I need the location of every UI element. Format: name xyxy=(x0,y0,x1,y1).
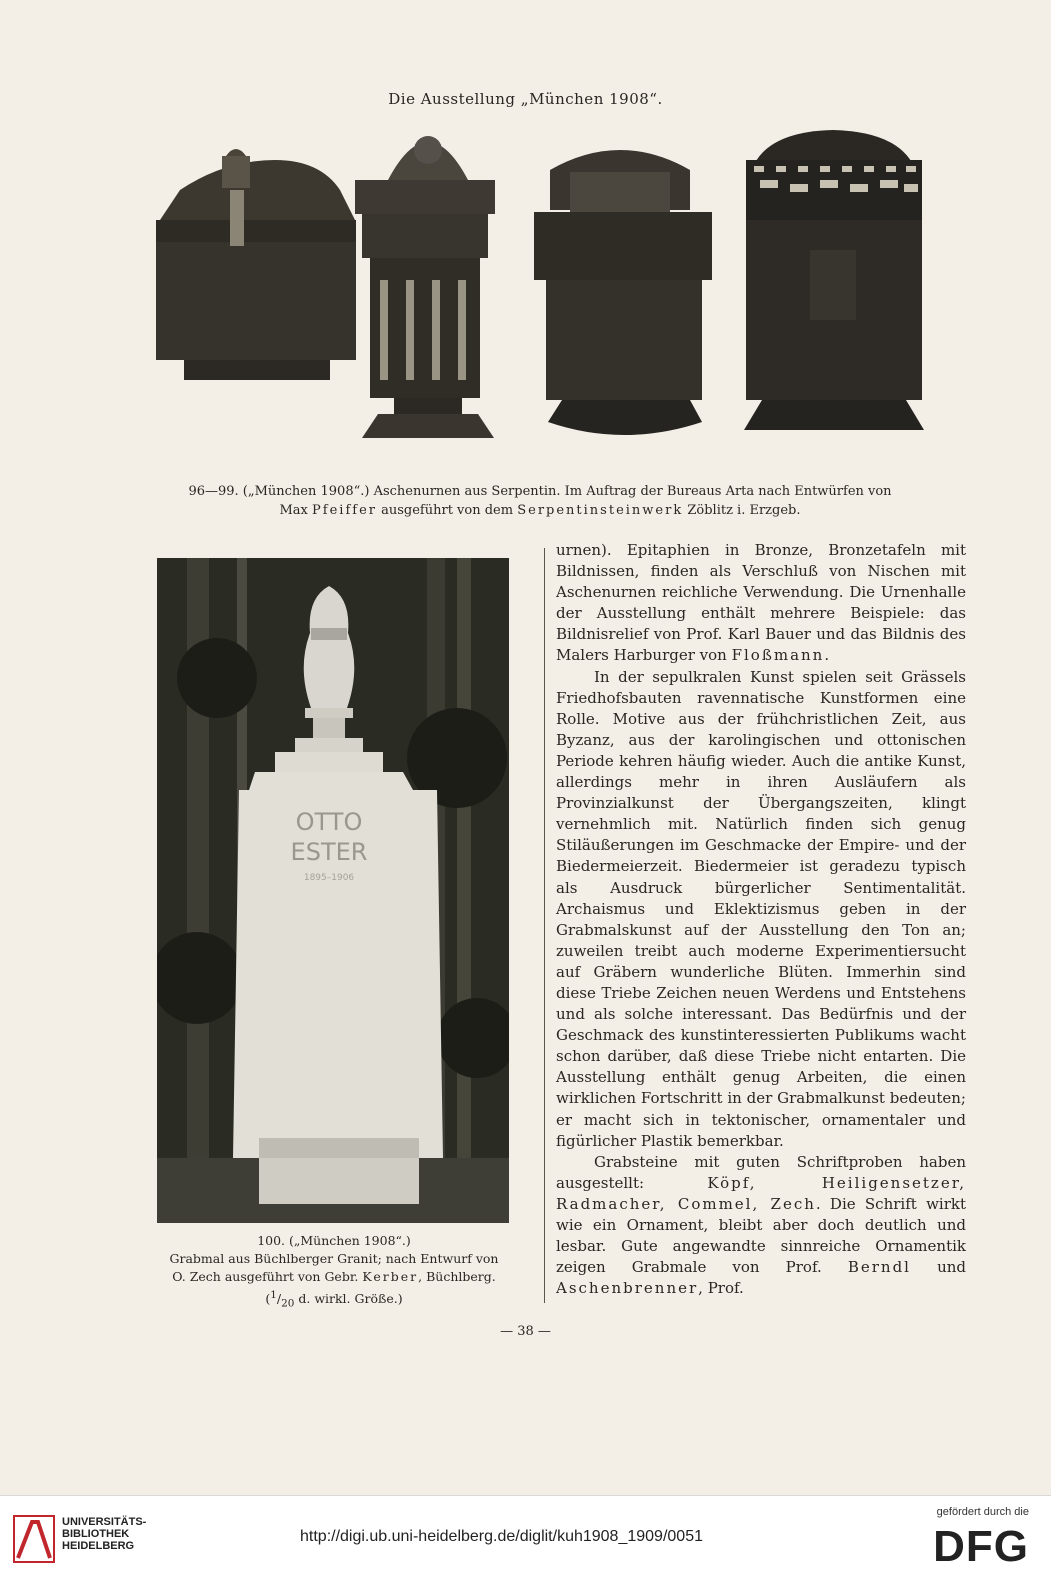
paragraph-name: Berndl xyxy=(847,1258,911,1277)
column-divider xyxy=(544,548,545,1303)
paragraph-text: und xyxy=(910,1258,966,1277)
gravestone-caption-line1: 100. („München 1908“.) xyxy=(257,1233,411,1248)
inscription-line1: OTTO xyxy=(295,808,363,836)
urn-4 xyxy=(744,130,924,430)
gravestone-caption xyxy=(150,1232,518,1313)
paragraph-1 xyxy=(556,540,966,667)
library-name-line3: HEIDELBERG xyxy=(62,1540,135,1552)
dfg-logo: DFG xyxy=(933,1522,1029,1571)
caption-text: ausgeführt von dem xyxy=(376,503,518,518)
university-library-logo-icon xyxy=(10,1514,56,1564)
running-head: Die Ausstellung „München 1908“. xyxy=(388,90,663,108)
caption-text: O. Zech ausgeführt von Gebr. xyxy=(172,1269,363,1284)
paragraph-text: . Die Schrift wirkt wie ein Ornament, bleibt aber doch deutlich und lesbar. Gute angewandte sinnreiche Ornamentik zeigen Grabmale von Prof. xyxy=(556,1194,966,1277)
urns-caption-line1: 96—99. („München 1908“.) Aschenurnen aus Serpentin. Im Auftrag der Bureaus Arta nach Entwürfen von xyxy=(188,484,892,499)
caption-text: ( xyxy=(265,1291,271,1307)
caption-name: Pfeiffer xyxy=(312,503,377,518)
body-text xyxy=(556,540,966,1299)
library-name xyxy=(62,1516,146,1552)
source-url-link[interactable]: http://digi.ub.uni-heidelberg.de/diglit/kuh1908_1909/0051 xyxy=(300,1528,703,1545)
sponsor-label: gefördert durch die xyxy=(936,1506,1029,1518)
gravestone-photograph xyxy=(157,558,509,1223)
gravestone-illustration xyxy=(157,558,509,1223)
gravestone-caption-line2: Grabmal aus Büchlberger Granit; nach Entwurf von xyxy=(169,1251,499,1266)
scale-numerator: 1 xyxy=(270,1289,277,1301)
urns-illustration xyxy=(150,120,930,460)
paragraph-text: Grabsteine mit guten Schriftproben haben ausgestellt: xyxy=(556,1152,966,1192)
scale-denominator: 20 xyxy=(281,1297,295,1310)
paragraph-text: , Prof. xyxy=(698,1279,744,1298)
library-name-line2: BIBLIOTHEK xyxy=(62,1528,130,1540)
inscription-dates: 1895–1906 xyxy=(303,873,355,883)
caption-text: , Büchlberg. xyxy=(418,1269,496,1284)
urns-caption-line2 xyxy=(160,501,920,520)
gravestone-caption-line3 xyxy=(150,1268,518,1286)
paragraph-names: Köpf, Heiligensetzer, Radmacher, Commel, Zech xyxy=(556,1173,967,1213)
urns-caption xyxy=(160,482,920,520)
paragraph-name: Floßmann xyxy=(731,646,825,665)
caption-company: Serpentinsteinwerk xyxy=(517,503,684,518)
urn-2 xyxy=(355,136,495,438)
caption-name: Kerber xyxy=(362,1269,419,1284)
library-name-line1: UNIVERSITÄTS- xyxy=(62,1516,147,1528)
inscription-line2: ESTER xyxy=(290,838,368,866)
gravestone-caption-line4: ($^1/_{20}$ d. wirkl. Größe.) xyxy=(265,1289,403,1310)
footer-bar xyxy=(0,1495,1051,1582)
paragraph-3 xyxy=(556,1152,966,1300)
paragraph-2: In der sepulkralen Kunst spielen seit Grässels Friedhofsbauten ravennatische Kunstformen eine Rolle. Motive aus der frühchristlichen Zeit, aus Byzanz, aus der karolingischen und ottonischen Periode kehren häufig wieder. Auch die antike Kunst, allerdings mehr in ihren Ausläufern als Provinzialkunst der Übergangszeiten, klingt vernehmlich mit. Natürlich finden sich genug Stiläußerungen im Geschmacke der Empire- und der Biedermeierzeit. Biedermeier ist geradezu typisch als Ausdruck bürgerlicher Sentimentalität. Archaismus und Eklektizismus geben in der Grabmalskunst auf der Ausstellung den Ton an; zuweilen treibt auch moderne Experimentiersucht auf Gräbern wunderliche Blüten. Immerhin sind diese Triebe Zeichen neuen Werdens und Entstehens und als solche interessant. Das Bedürfnis und der Geschmack des kunstinteressierten Publikums wacht schon darüber, daß diese Triebe nicht entarten. Die Ausstellung enthält genug Arbeiten, die einen wirklichen Fortschritt in der Grabmalkunst bedeuten; er macht sich in tektonischer, ornamentaler und figürlicher Plastik bemerkbar. xyxy=(556,667,966,1150)
urns-photograph xyxy=(150,120,930,460)
urn-1 xyxy=(156,149,356,380)
paragraph-name: Aschenbrenner xyxy=(556,1279,699,1298)
caption-text: Max xyxy=(279,503,313,518)
urn-3 xyxy=(534,150,712,435)
caption-text: Zöblitz i. Erzgeb. xyxy=(683,503,801,518)
paragraph-text: . xyxy=(824,646,830,665)
paragraph-text: urnen). Epitaphien in Bronze, Bronzetafeln mit Bildnissen, finden als Verschluß von Nischen mit Aschenurnen reichliche Verwendung. Die Urnenhalle der Ausstellung enthält mehrere Beispiele: das Bildnisrelief von Prof. Karl Bauer und das Bildnis des Malers Harburger von xyxy=(556,541,966,665)
caption-text: d. wirkl. Größe.) xyxy=(294,1291,403,1307)
page-number: — 38 — xyxy=(500,1324,551,1339)
